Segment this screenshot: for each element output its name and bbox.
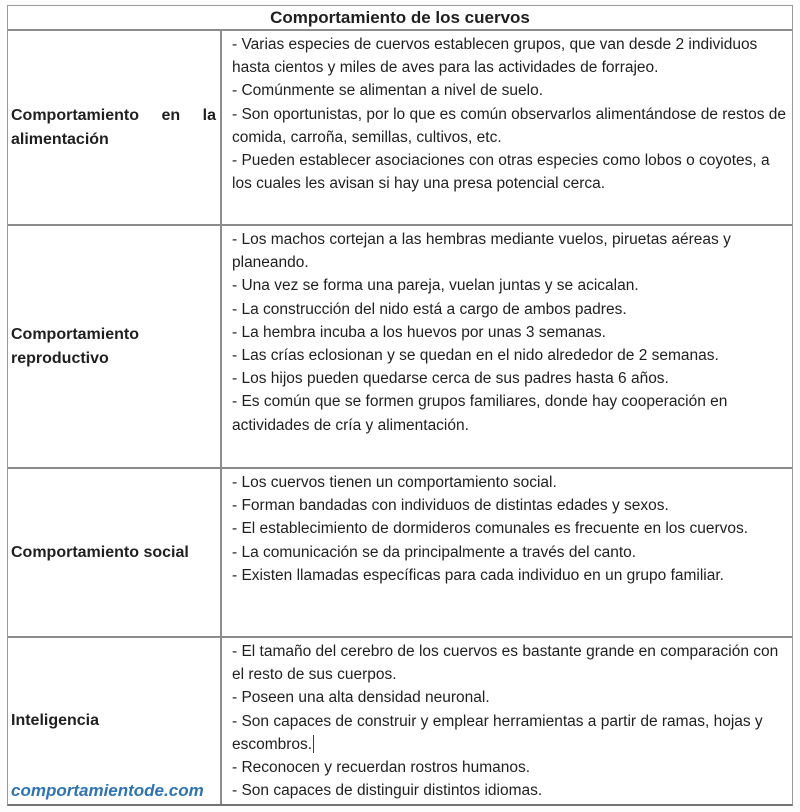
bullet-text: - El tamaño del cerebro de los cuervos es bastante grande en comparación con el resto de sus cuerpos. (232, 643, 779, 684)
row-content-social (222, 469, 792, 636)
row-content-reproductivo (222, 226, 792, 467)
bullet-text: - Comúnmente se alimentan a nivel de suelo. (232, 82, 544, 100)
row-header-reproductivo (8, 226, 222, 467)
row-header-social (8, 469, 222, 636)
bullet-text: - Existen llamadas específicas para cada individuo en un grupo familiar. (232, 566, 724, 584)
table-title: Comportamiento de los cuervos (8, 6, 792, 31)
row-header-label: Comportamiento en la alimentación (11, 107, 216, 148)
crow-behavior-table (7, 5, 793, 806)
bullet-text: - Los hijos pueden quedarse cerca de sus padres hasta 6 años. (232, 370, 669, 388)
bullet-text: - La hembra incuba a los huevos por unas 3 semanas. (232, 323, 606, 341)
text-caret (313, 735, 314, 753)
table-row-alimentacion (8, 31, 792, 226)
row-content-inteligencia (222, 638, 792, 804)
bullet-text: - Varias especies de cuervos establecen grupos, que van desde 2 individuos hasta cientos y miles de aves para las actividades de forrajeo. (232, 36, 758, 77)
table-row-reproductivo (8, 226, 792, 469)
bullet-text-segment: - Son capaces de construir y emplear herramientas a partir de ramas, hojas y escombros. (232, 712, 763, 753)
bullet-text: - Pueden establecer asociaciones con otras especies como lobos o coyotes, a los cuales les avisan si hay una presa potencial cerca. (232, 152, 770, 193)
bullet-text: - Son capaces de distinguir distintos idiomas. (232, 782, 543, 800)
row-header-label: Comportamiento reproductivo (11, 326, 139, 367)
bullet-text: - Una vez se forma una pareja, vuelan juntas y se acicalan. (232, 277, 639, 295)
row-header-inteligencia (8, 638, 222, 804)
table-row-inteligencia (8, 638, 792, 804)
bullet-text: - El establecimiento de dormideros comunales es frecuente en los cuervos. (232, 520, 749, 538)
bullet-text: - Los cuervos tienen un comportamiento social. (232, 474, 557, 491)
row-header-alimentacion (8, 31, 222, 224)
bullet-text: - Las crías eclosionan y se quedan en el nido alrededor de 2 semanas. (232, 347, 719, 365)
bullet-text: - Poseen una alta densidad neuronal. (232, 689, 490, 707)
bullet-text: - Es común que se formen grupos familiares, donde hay cooperación en actividades de cría y alimentación. (232, 393, 728, 434)
row-header-label: Comportamiento social (11, 543, 189, 561)
bullet-text: - Los machos cortejan a las hembras mediante vuelos, piruetas aéreas y planeando. (232, 231, 731, 272)
row-header-label: Inteligencia (11, 712, 100, 730)
bullet-text: - Reconocen y recuerdan rostros humanos. (232, 759, 531, 777)
site-watermark-link[interactable]: comportamientode.com (11, 780, 204, 800)
row-content-alimentacion (222, 31, 792, 224)
table-row-social (8, 469, 792, 638)
bullet-text: - La construcción del nido está a cargo de ambos padres. (232, 300, 627, 318)
bullet-text: - La comunicación se da principalmente a través del canto. (232, 543, 637, 561)
bullet-text (232, 710, 789, 756)
bullet-text: - Forman bandadas con individuos de distintas edades y sexos. (232, 497, 669, 515)
bullet-text: - Son oportunistas, por lo que es común observarlos alimentándose de restos de comida, carroña, semillas, cultivos, etc. (232, 105, 787, 146)
